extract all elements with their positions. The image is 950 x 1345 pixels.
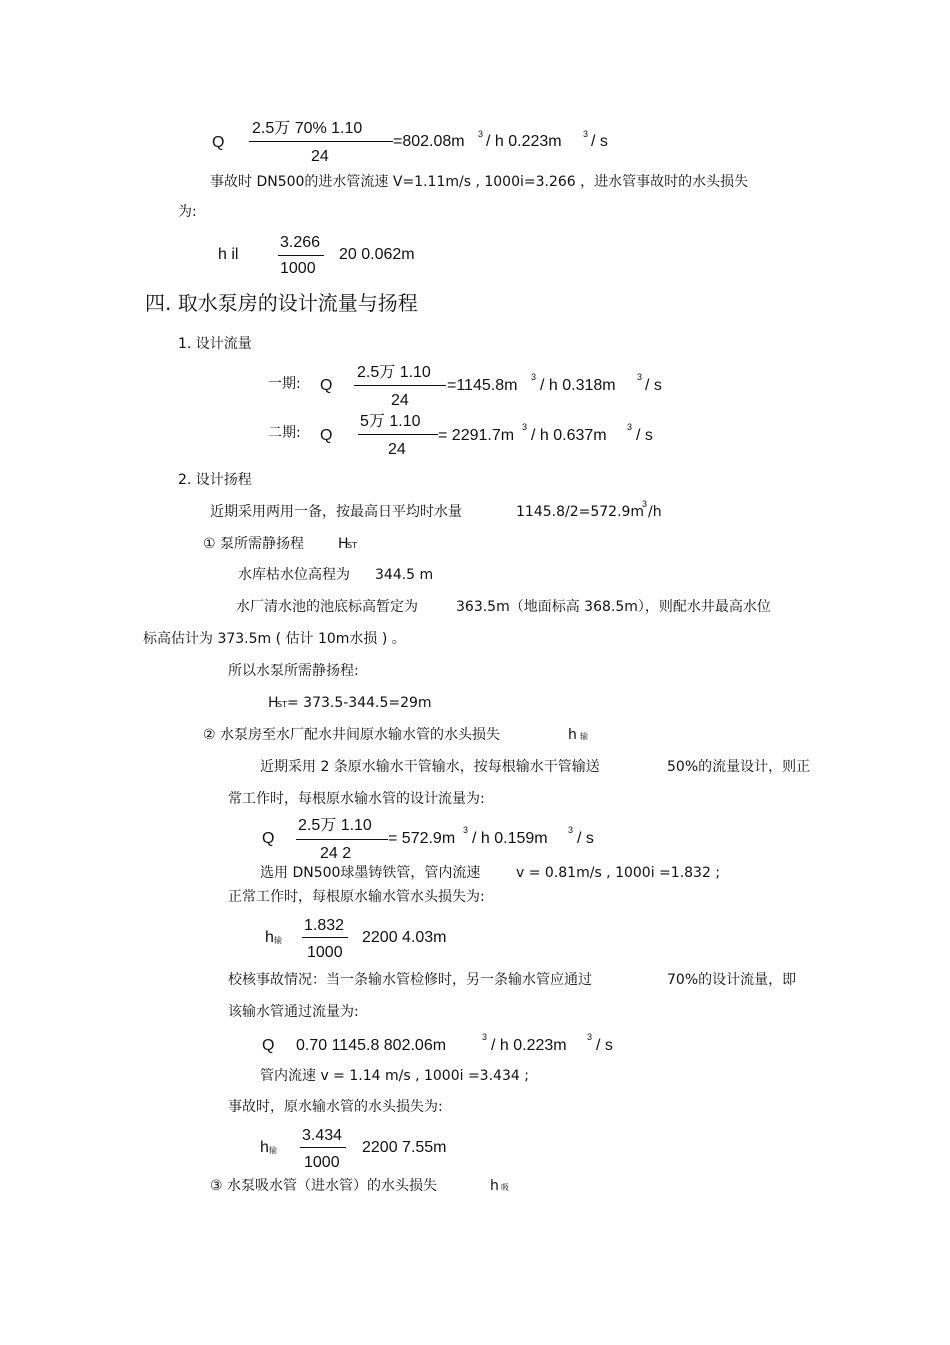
phase1-label: 一期: (268, 376, 301, 392)
superscript: 3 (478, 129, 484, 139)
superscript: 3 (642, 499, 648, 509)
q-check-mid: / h 0.223m (491, 1037, 567, 1054)
phase1-numerator: 2.5万 1.10 (357, 364, 431, 381)
phase1-result: =1145.8m (447, 377, 518, 394)
eq-h-accident-rhs: 20 0.062m (339, 246, 415, 263)
eq-q-accident-numerator: 2.5万 70% 1.10 (252, 120, 363, 137)
plant-line-cont: 标高估计为 373.5m ( 估计 10m水损 ) 。 (143, 631, 406, 647)
pipe-q-numerator: 2.5万 1.10 (298, 817, 372, 834)
phase2-symbol: Q (320, 427, 333, 444)
fraction-bar (358, 434, 438, 435)
superscript: 3 (637, 372, 643, 382)
near-pipe-cont: 常工作时，每根原水输水管的设计流量为: (228, 791, 485, 807)
item3-symbol: h (490, 1178, 499, 1194)
superscript: 3 (587, 1032, 593, 1042)
q-check-symbol: Q (262, 1037, 275, 1054)
section-title: 四. 取水泵房的设计流量与扬程 (145, 291, 418, 315)
pipe-q-symbol: Q (262, 830, 275, 847)
subsection-design-flow: 1. 设计流量 (178, 336, 252, 352)
fraction-bar (278, 255, 324, 256)
item1-title: ① 泵所需静扬程 (203, 536, 305, 552)
select-line: 选用 DN500球墨铸铁管，管内流速 (260, 865, 481, 881)
eq-h-accident-numerator: 3.266 (280, 234, 321, 251)
phase2-result: = 2291.7m (438, 427, 515, 444)
eq-q-accident-unit: / h 0.223m (486, 133, 562, 150)
hst-equation: = 373.5-344.5=29m (287, 695, 432, 711)
fraction-bar (249, 141, 393, 142)
para-accident: 事故时 DN500的进水管流速 V=1.11m/s , 1000i=3.266 ，进水管事故时的水头损失 (210, 174, 749, 190)
eq-q-accident-symbol: Q (212, 134, 225, 151)
para-near-value: 1145.8/2=572.9m (516, 504, 645, 520)
so-line: 所以水泵所需静扬程: (228, 663, 359, 679)
phase2-numerator: 5万 1.10 (360, 413, 421, 430)
h-acc2-denominator: 1000 (304, 1154, 340, 1171)
superscript: 3 (568, 825, 574, 835)
subscript: ST (347, 541, 357, 550)
eq-h-accident-denominator: 1000 (280, 260, 316, 277)
reservoir-value: 344.5 m (375, 567, 434, 583)
superscript: 3 (463, 825, 469, 835)
h-acc2-symbol: h (260, 1139, 269, 1156)
pipe-q-mid: / h 0.159m (472, 830, 548, 847)
q-check-body: 0.70 1145.8 802.06m (296, 1037, 447, 1054)
h-acc2-rhs: 2200 7.55m (362, 1139, 447, 1156)
item2-title: ② 水泵房至水厂配水井间原水输水管的水头损失 (203, 727, 500, 743)
pipe-velocity-line: 管内流速 v = 1.14 m/s , 1000i =3.434 ; (260, 1068, 529, 1084)
reservoir-line: 水库枯水位高程为 (238, 567, 350, 583)
subscript: 吸 (501, 1183, 509, 1192)
plant-line: 水厂清水池的池底标高暂定为 (236, 599, 418, 615)
check-value: 70%的设计流量，即 (667, 972, 797, 988)
phase1-symbol: Q (320, 377, 333, 394)
superscript: 3 (531, 372, 537, 382)
eq-q-accident-denominator: 24 (311, 148, 329, 165)
fraction-bar (300, 1147, 346, 1148)
pipe-q-denominator: 24 2 (320, 845, 352, 862)
para-near-unit: /h (648, 504, 662, 520)
plant-value: 363.5m（地面标高 368.5m），则配水井最高水位 (456, 599, 771, 615)
subscript: 输 (580, 732, 588, 741)
subsection-design-head: 2. 设计扬程 (178, 472, 252, 488)
pipe-q-result: = 572.9m (388, 830, 456, 847)
phase1-denominator: 24 (391, 392, 409, 409)
phase2-label: 二期: (268, 425, 301, 441)
superscript: 3 (522, 422, 528, 432)
fraction-bar (302, 937, 348, 938)
eq-q-accident-result: =802.08m (393, 133, 465, 150)
phase1-mid: / h 0.318m (540, 377, 616, 394)
superscript: 3 (583, 129, 589, 139)
select-value: v = 0.81m/s , 1000i =1.832 ; (516, 865, 721, 881)
subscript: ST (277, 700, 287, 709)
phase2-denominator: 24 (388, 441, 406, 458)
item2-symbol: h (568, 727, 577, 743)
check-line: 校核事故情况：当一条输水管检修时，另一条输水管应通过 (228, 972, 592, 988)
h-acc2-numerator: 3.434 (302, 1127, 343, 1144)
phase2-end: / s (636, 427, 653, 444)
subscript: 输 (269, 1146, 277, 1155)
q-check-end: / s (596, 1037, 613, 1054)
pipe-q-end: / s (577, 830, 594, 847)
subscript: 输 (274, 936, 282, 945)
h-normal-rhs: 2200 4.03m (362, 929, 447, 946)
hst-symbol: H (268, 695, 279, 711)
fraction-bar (296, 839, 388, 840)
phase1-end: / s (645, 377, 662, 394)
para-near: 近期采用两用一备，按最高日平均时水量 (210, 504, 462, 520)
near-pipe-line: 近期采用 2 条原水输水干管输水，按每根输水干管输送 (260, 759, 600, 775)
fraction-bar (354, 385, 446, 386)
normal-line: 正常工作时，每根原水输水管水头损失为: (228, 889, 485, 905)
eq-h-accident-lhs: h il (218, 246, 239, 263)
item3-title: ③ 水泵吸水管（进水管）的水头损失 (210, 1178, 438, 1194)
superscript: 3 (482, 1032, 488, 1042)
h-normal-denominator: 1000 (307, 944, 343, 961)
h-normal-numerator: 1.832 (304, 917, 345, 934)
superscript: 3 (627, 422, 633, 432)
check-line-cont: 该输水管通过流量为: (228, 1004, 359, 1020)
h-normal-symbol: h (265, 929, 274, 946)
near-pipe-value: 50%的流量设计，则正 (667, 759, 811, 775)
eq-q-accident-unit-end: / s (591, 133, 608, 150)
accident-line: 事故时，原水输水管的水头损失为: (228, 1099, 443, 1115)
phase2-mid: / h 0.637m (531, 427, 607, 444)
para-accident-cont: 为: (178, 204, 197, 220)
item1-symbol: H (338, 536, 349, 552)
